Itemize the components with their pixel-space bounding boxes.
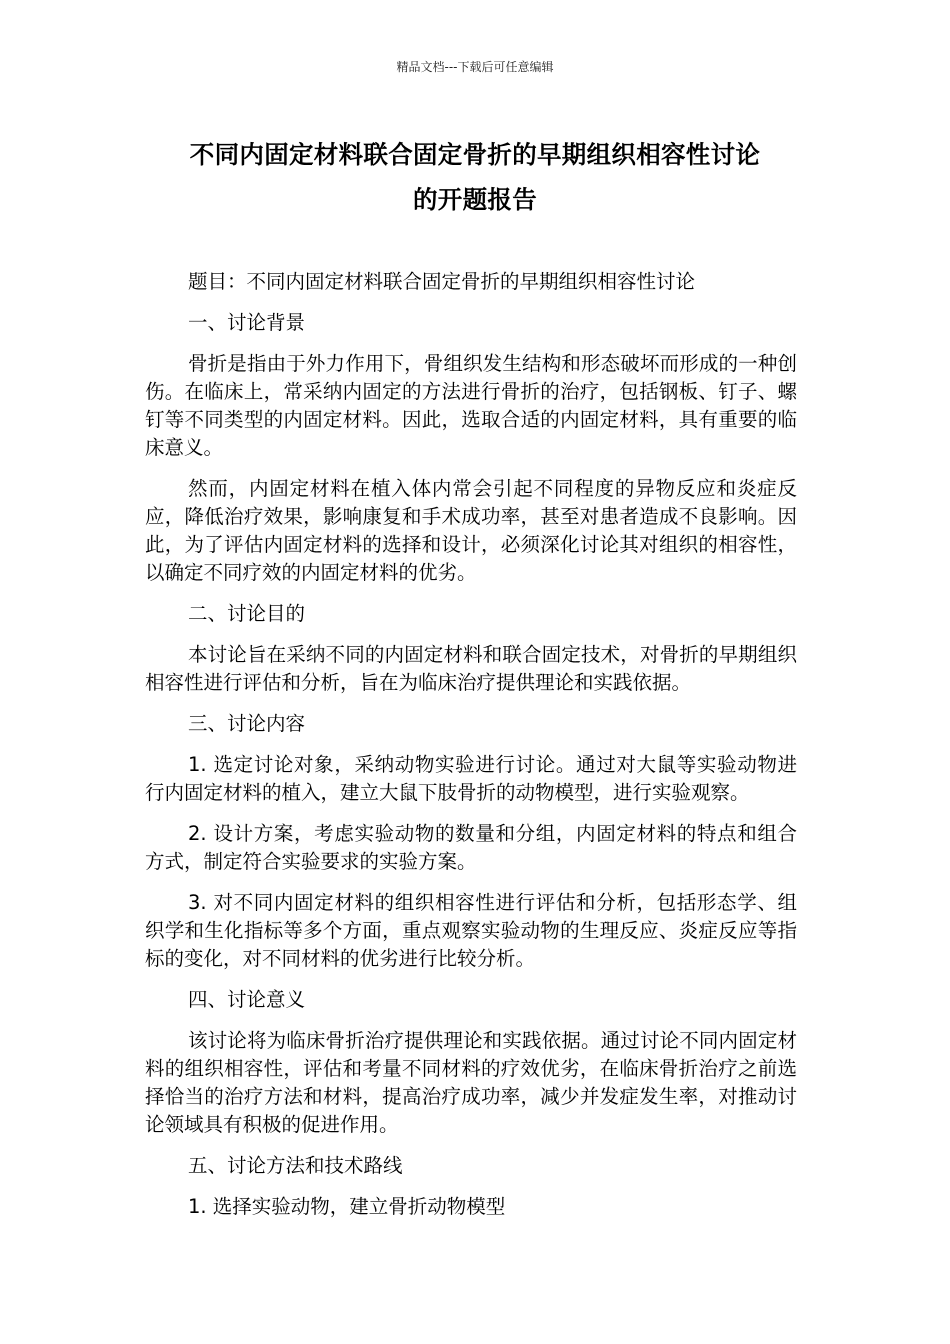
list-item: 1. 选择实验动物，建立骨折动物模型 xyxy=(188,1195,506,1218)
page-header: 精品文档---下载后可任意编辑 xyxy=(396,60,554,74)
section-heading-methods: 五、讨论方法和技术路线 xyxy=(188,1154,403,1177)
document-body xyxy=(145,268,797,1234)
document-title xyxy=(120,132,830,222)
topic-line: 题目：不同内固定材料联合固定骨折的早期组织相容性讨论 xyxy=(188,270,696,293)
section-heading-significance: 四、讨论意义 xyxy=(188,988,306,1011)
title-line-1: 不同内固定材料联合固定骨折的早期组织相容性讨论 xyxy=(189,140,761,169)
title-line-2: 的开题报告 xyxy=(413,185,537,214)
paragraph: 该讨论将为临床骨折治疗提供理论和实践依据。通过讨论不同内固定材料的组织相容性，评估和考量不同材料的疗效优劣，在临床骨折治疗之前选择恰当的治疗方法和材料，提高治疗成功率，减少并发症发生率，对推动讨论领域具有积极的促进作用。 xyxy=(145,1029,797,1136)
list-item: 2. 设计方案，考虑实验动物的数量和分组，内固定材料的特点和组合方式，制定符合实验要求的实验方案。 xyxy=(145,822,797,873)
list-item: 3. 对不同内固定材料的组织相容性进行评估和分析，包括形态学、组织学和生化指标等多个方面，重点观察实验动物的生理反应、炎症反应等指标的变化，对不同材料的优劣进行比较分析。 xyxy=(145,891,797,970)
list-item: 1. 选定讨论对象，采纳动物实验进行讨论。通过对大鼠等实验动物进行内固定材料的植入，建立大鼠下肢骨折的动物模型，进行实验观察。 xyxy=(145,753,797,804)
section-heading-background: 一、讨论背景 xyxy=(188,311,306,334)
paragraph: 本讨论旨在采纳不同的内固定材料和联合固定技术，对骨折的早期组织相容性进行评估和分析，旨在为临床治疗提供理论和实践依据。 xyxy=(145,643,797,694)
paragraph: 骨折是指由于外力作用下，骨组织发生结构和形态破坏而形成的一种创伤。在临床上，常采纳内固定的方法进行骨折的治疗，包括钢板、钉子、螺钉等不同类型的内固定材料。因此，选取合适的内固定材料，具有重要的临床意义。 xyxy=(145,352,797,459)
section-heading-content: 三、讨论内容 xyxy=(188,712,306,735)
section-heading-purpose: 二、讨论目的 xyxy=(188,602,306,625)
paragraph: 然而，内固定材料在植入体内常会引起不同程度的异物反应和炎症反应，降低治疗效果，影响康复和手术成功率，甚至对患者造成不良影响。因此，为了评估内固定材料的选择和设计，必须深化讨论其对组织的相容性，以确定不同疗效的内固定材料的优劣。 xyxy=(145,477,797,584)
